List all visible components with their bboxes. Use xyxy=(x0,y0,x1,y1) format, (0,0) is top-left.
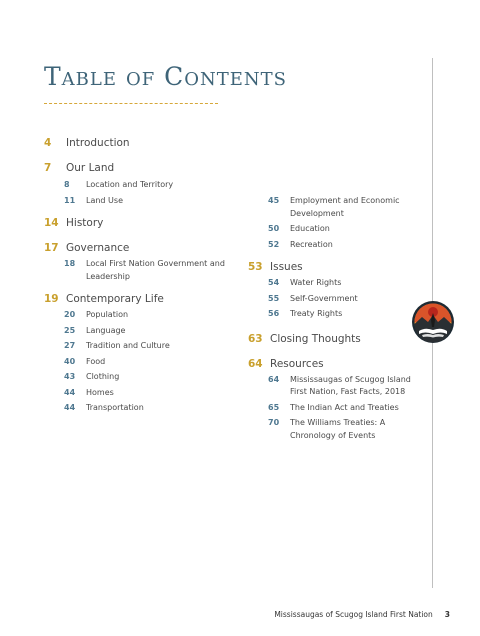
toc-subentry[interactable] xyxy=(64,258,234,283)
toc-entry[interactable] xyxy=(44,216,234,230)
subsection-label: The Williams Treaties: A Chronology of Events xyxy=(290,418,386,440)
toc-subentry[interactable] xyxy=(64,402,234,415)
page-number: 44 xyxy=(64,403,76,412)
page-number: 70 xyxy=(268,418,280,427)
section-label: Closing Thoughts xyxy=(270,332,361,345)
page-number: 50 xyxy=(268,224,280,233)
page-number: 20 xyxy=(64,310,76,319)
page-number: 45 xyxy=(268,196,280,205)
page-number: 4 xyxy=(44,137,52,149)
toc-entry[interactable] xyxy=(44,292,234,306)
section-label: History xyxy=(66,217,104,229)
toc-left-column xyxy=(44,136,234,415)
subsection-label: Local First Nation Government and Leadership xyxy=(86,259,225,281)
subsection-label: Recreation xyxy=(290,239,333,249)
page-number: 8 xyxy=(64,180,70,189)
subsection-label: Water Rights xyxy=(290,278,342,287)
toc-subentry[interactable] xyxy=(64,195,234,208)
page-number: 7 xyxy=(44,162,52,174)
toc-subentry[interactable] xyxy=(268,239,428,252)
toc-subentry[interactable] xyxy=(268,374,428,399)
toc-subentry[interactable] xyxy=(64,387,234,400)
toc-subentry[interactable] xyxy=(268,293,428,306)
footer-text: Mississaugas of Scugog Island First Nation xyxy=(274,610,433,619)
subsection-label: Language xyxy=(86,325,126,335)
toc-subentry[interactable] xyxy=(268,402,428,415)
page-number: 64 xyxy=(248,357,263,370)
toc-subentry[interactable] xyxy=(64,340,234,353)
toc-subentry[interactable] xyxy=(268,417,428,442)
subsection-label: The Indian Act and Treaties xyxy=(290,402,399,412)
page-number: 53 xyxy=(248,261,263,273)
toc-right-column xyxy=(248,195,428,442)
toc-subentry[interactable] xyxy=(64,325,234,338)
page-number: 40 xyxy=(64,356,76,366)
page-number: 64 xyxy=(268,374,280,384)
page-number: 11 xyxy=(64,195,76,205)
toc-subentry[interactable] xyxy=(64,179,234,192)
page-number: 43 xyxy=(64,372,76,381)
page-number: 27 xyxy=(64,341,76,350)
section-label: Governance xyxy=(66,242,130,254)
toc-subentry[interactable] xyxy=(268,195,428,220)
first-nation-emblem-icon xyxy=(411,300,455,344)
page-number: 44 xyxy=(64,387,76,397)
page-title: Table of Contents xyxy=(44,62,288,91)
page-number: 54 xyxy=(268,278,280,287)
page-number: 17 xyxy=(44,242,59,254)
subsection-label: Education xyxy=(290,224,330,233)
page-number: 18 xyxy=(64,259,76,268)
subsection-label: Land Use xyxy=(86,195,123,205)
page-number: 14 xyxy=(44,217,59,229)
toc-subentry[interactable] xyxy=(64,309,234,322)
page-number: 19 xyxy=(44,293,59,305)
subsection-label: Mississaugas of Scugog Island First Nation, Fast Facts, 2018 xyxy=(290,374,411,396)
subsection-label: Self-Government xyxy=(290,293,358,303)
toc-entry[interactable] xyxy=(248,260,428,274)
subsection-label: Homes xyxy=(86,387,114,397)
subsection-label: Food xyxy=(86,356,106,366)
toc-subentry[interactable] xyxy=(64,371,234,384)
page-number: 55 xyxy=(268,293,280,303)
toc-subentry[interactable] xyxy=(268,308,428,321)
toc-entry[interactable] xyxy=(248,332,428,346)
page-number: 52 xyxy=(268,239,280,249)
footer-page-number: 3 xyxy=(444,610,450,619)
page-number: 65 xyxy=(268,402,280,412)
subsection-label: Tradition and Culture xyxy=(86,341,170,350)
toc-subentry[interactable] xyxy=(268,277,428,290)
page-number: 25 xyxy=(64,325,76,335)
toc-entry[interactable] xyxy=(44,161,234,175)
section-label: Introduction xyxy=(66,137,130,149)
toc-entry[interactable] xyxy=(44,136,234,150)
subsection-label: Transportation xyxy=(86,403,144,412)
toc-entry[interactable] xyxy=(44,241,234,255)
subsection-label: Clothing xyxy=(86,372,120,381)
subsection-label: Location and Territory xyxy=(86,180,174,189)
subsection-label: Employment and Economic Development xyxy=(290,196,400,218)
page-footer xyxy=(250,610,450,619)
toc-entry[interactable] xyxy=(248,357,428,371)
page-number: 63 xyxy=(248,332,263,345)
title-divider xyxy=(44,103,218,104)
section-label: Contemporary Life xyxy=(66,293,164,305)
toc-subentry[interactable] xyxy=(64,356,234,369)
section-label: Our Land xyxy=(66,162,115,174)
toc-subentry[interactable] xyxy=(268,223,428,236)
section-label: Issues xyxy=(270,261,303,273)
subsection-label: Population xyxy=(86,310,129,319)
page-number: 56 xyxy=(268,309,280,318)
subsection-label: Treaty Rights xyxy=(290,309,343,318)
section-label: Resources xyxy=(270,357,324,370)
